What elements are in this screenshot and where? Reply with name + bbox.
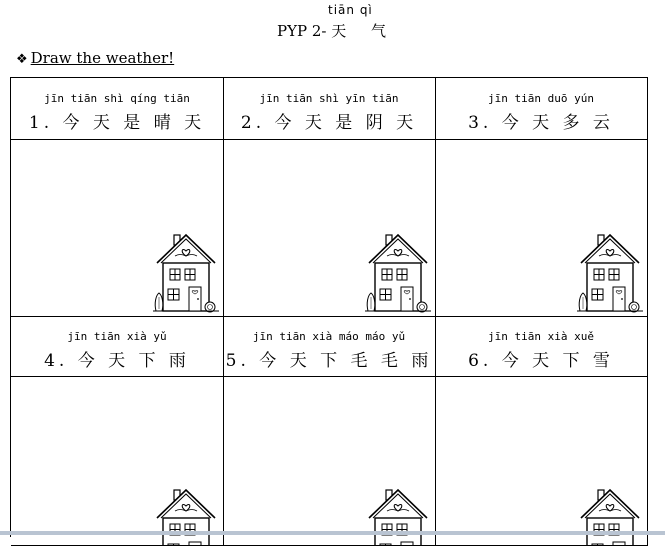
label-6: 6. 今 天 下 雪 [468, 351, 614, 371]
title-prefix: PYP 2- [277, 22, 332, 40]
drawing-box-2[interactable] [223, 139, 436, 317]
page-title [277, 20, 396, 41]
title-chinese: 天 气 [331, 22, 397, 40]
label-5: 5. 今 天 下 毛 毛 雨 [225, 351, 433, 371]
label-cell-6 [435, 316, 648, 377]
drawing-box-5[interactable] [223, 376, 436, 546]
title-pinyin: tiān qì [328, 3, 373, 17]
pinyin-1: jīn tiān shì qíng tiān [44, 92, 190, 105]
weather-grid [10, 77, 648, 537]
house-icon [153, 229, 219, 315]
drawing-box-4[interactable] [11, 376, 224, 546]
label-3: 3. 今 天 多 云 [468, 113, 614, 133]
house-icon [365, 229, 431, 315]
instruction [16, 49, 174, 67]
label-cell-5 [223, 316, 436, 377]
drawing-box-3[interactable] [435, 139, 648, 317]
label-cell-3 [435, 78, 648, 140]
page-bottom-edge [0, 531, 665, 535]
drawing-box-1[interactable] [11, 139, 224, 317]
label-cell-2 [223, 78, 436, 140]
pinyin-2: jīn tiān shì yīn tiān [259, 92, 399, 105]
house-icon [153, 484, 219, 546]
pinyin-4: jīn tiān xià yǔ [67, 330, 167, 343]
label-4: 4. 今 天 下 雨 [44, 351, 190, 371]
instruction-text: Draw the weather! [30, 49, 175, 67]
pinyin-5: jīn tiān xià máo máo yǔ [252, 330, 406, 343]
diamond-bullet-icon: ❖ [16, 52, 28, 67]
label-cell-1 [11, 78, 224, 140]
pinyin-3: jīn tiān duō yún [488, 92, 594, 105]
label-cell-4 [11, 316, 224, 377]
drawing-box-6[interactable] [435, 376, 648, 546]
label-2: 2. 今 天 是 阴 天 [240, 113, 418, 133]
house-icon [577, 484, 643, 546]
label-1: 1. 今 天 是 晴 天 [28, 113, 206, 133]
house-icon [577, 229, 643, 315]
house-icon [365, 484, 431, 546]
pinyin-6: jīn tiān xià xuě [488, 330, 594, 343]
